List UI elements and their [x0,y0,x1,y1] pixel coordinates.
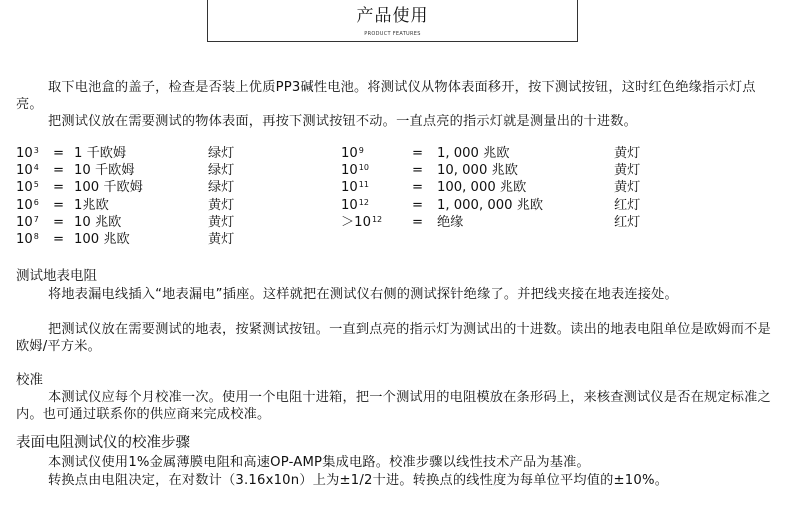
scale-value: 10, 000 兆欧 [437,163,518,179]
scale-value: 100 兆欧 [74,232,130,247]
page-subtitle: PRODUCT FEATURES [364,31,421,37]
scale-value: 1, 000, 000 兆欧 [437,197,544,213]
scale-power-base: 10 [16,214,33,230]
scale-value: 1 千欧姆 [74,146,127,161]
scale-power-exponent: 11 [358,180,369,190]
scale-power [341,145,364,162]
scale-power-base: 10 [16,197,33,213]
scale-power [341,197,369,214]
scale-power-exponent: 10 [358,163,369,173]
scale-power [341,179,369,196]
scale-power-base: 10 [16,232,33,247]
scale-light-color: 红灯 [614,214,641,230]
scale-value: 100 千欧姆 [74,180,143,196]
scale-light-color: 黄灯 [208,197,235,213]
scale-power [16,214,39,231]
scale-light-color: 黄灯 [614,146,641,161]
scale-power-exponent: 7 [33,214,39,224]
scale-power-exponent: 3 [33,146,39,155]
scale-light-color: 黄灯 [614,163,641,179]
scale-power-base: 10 [341,197,358,213]
scale-power-exponent: 6 [33,197,39,207]
scale-light-color: 黄灯 [208,232,235,247]
scale-power-exponent: 9 [358,146,364,155]
scale-power [16,145,39,162]
scale-equals: = [412,214,424,230]
steps-paragraph-1: 本测试仪使用1%金属薄膜电阻和高速OP-AMP集成电路。校准步骤以线性技术产品为基准。 [48,455,590,470]
scale-equals: = [53,180,65,196]
steps-heading: 表面电阻测试仪的校准步骤 [16,435,190,451]
steps-paragraph-2: 转换点由电阻决定，在对数计（3.16x10n）上为±1/2十进。转换点的线性度为每单位平均值的±10%。 [48,473,669,488]
scale-value: 100, 000 兆欧 [437,180,527,196]
intro-paragraph-2: 把测试仪放在需要测试的物体表面，再按下测试按钮不动。一直点亮的指示灯就是测量出的十进数。 [48,114,638,129]
scale-value: 10 兆欧 [74,214,122,230]
scale-power [16,162,39,179]
scale-power-exponent: 5 [33,180,39,190]
scale-power-base: 10 [341,146,358,161]
scale-equals: = [53,163,65,179]
scale-power-base: 10 [16,163,33,179]
scale-value: 10 千欧姆 [74,163,135,179]
scale-power-exponent: 12 [371,214,383,224]
scale-power [341,162,369,179]
scale-equals: = [412,197,424,213]
scale-power [341,214,382,231]
scale-power-base: 10 [341,163,358,179]
scale-light-color: 绿灯 [208,180,235,196]
scale-equals: = [53,232,65,247]
scale-equals: = [412,163,424,179]
scale-value: 绝缘 [437,214,464,230]
title-box [207,0,578,42]
ground-paragraph-1: 将地表漏电线插入“地表漏电”插座。这样就把在测试仪右侧的测试探针绝缘了。并把线夹接在地表连接处。 [48,287,678,302]
scale-power [16,179,39,196]
scale-light-color: 红灯 [614,197,641,213]
scale-power-base: 10 [16,146,33,161]
intro-paragraph-1: 取下电池盒的盖子，检查是否装上优质PP3碱性电池。将测试仪从物体表面移开，按下测试按钮，这时红色绝缘指示灯点亮。 [16,80,756,112]
scale-power [16,197,39,214]
scale-light-color: 绿灯 [208,163,235,179]
scale-equals: = [53,214,65,230]
scale-power [16,231,39,248]
scale-light-color: 黄灯 [208,214,235,230]
scale-power-exponent: 4 [33,163,39,173]
scale-equals: = [412,146,424,161]
scale-power-exponent: 8 [33,232,39,241]
page-title: 产品使用 [356,6,429,26]
scale-equals: = [412,180,424,196]
scale-light-color: 绿灯 [208,146,235,161]
ground-paragraph-2: 把测试仪放在需要测试的地表，按紧测试按钮。一直到点亮的指示灯为测试出的十进数。读出的地表电阻单位是欧姆而不是欧姆/平方米。 [16,322,771,354]
scale-power-base: 10 [16,180,33,196]
scale-power-base: 10 [341,180,358,196]
scale-light-color: 黄灯 [614,180,641,196]
scale-power-base: ＞10 [341,214,371,230]
scale-value: 1, 000 兆欧 [437,146,510,161]
resistance-scale-table [16,145,776,255]
calibration-paragraph: 本测试仪应每个月校准一次。使用一个电阻十进箱，把一个测试用的电阻模放在条形码上，来核查测试仪是否在规定标准之内。也可通过联系你的供应商来完成校准。 [16,390,771,422]
ground-heading: 测试地表电阻 [16,268,97,284]
scale-value: 1兆欧 [74,197,109,213]
calibration-heading: 校准 [16,372,43,388]
scale-power-exponent: 12 [358,197,369,207]
scale-equals: = [53,146,65,161]
scale-equals: = [53,197,65,213]
